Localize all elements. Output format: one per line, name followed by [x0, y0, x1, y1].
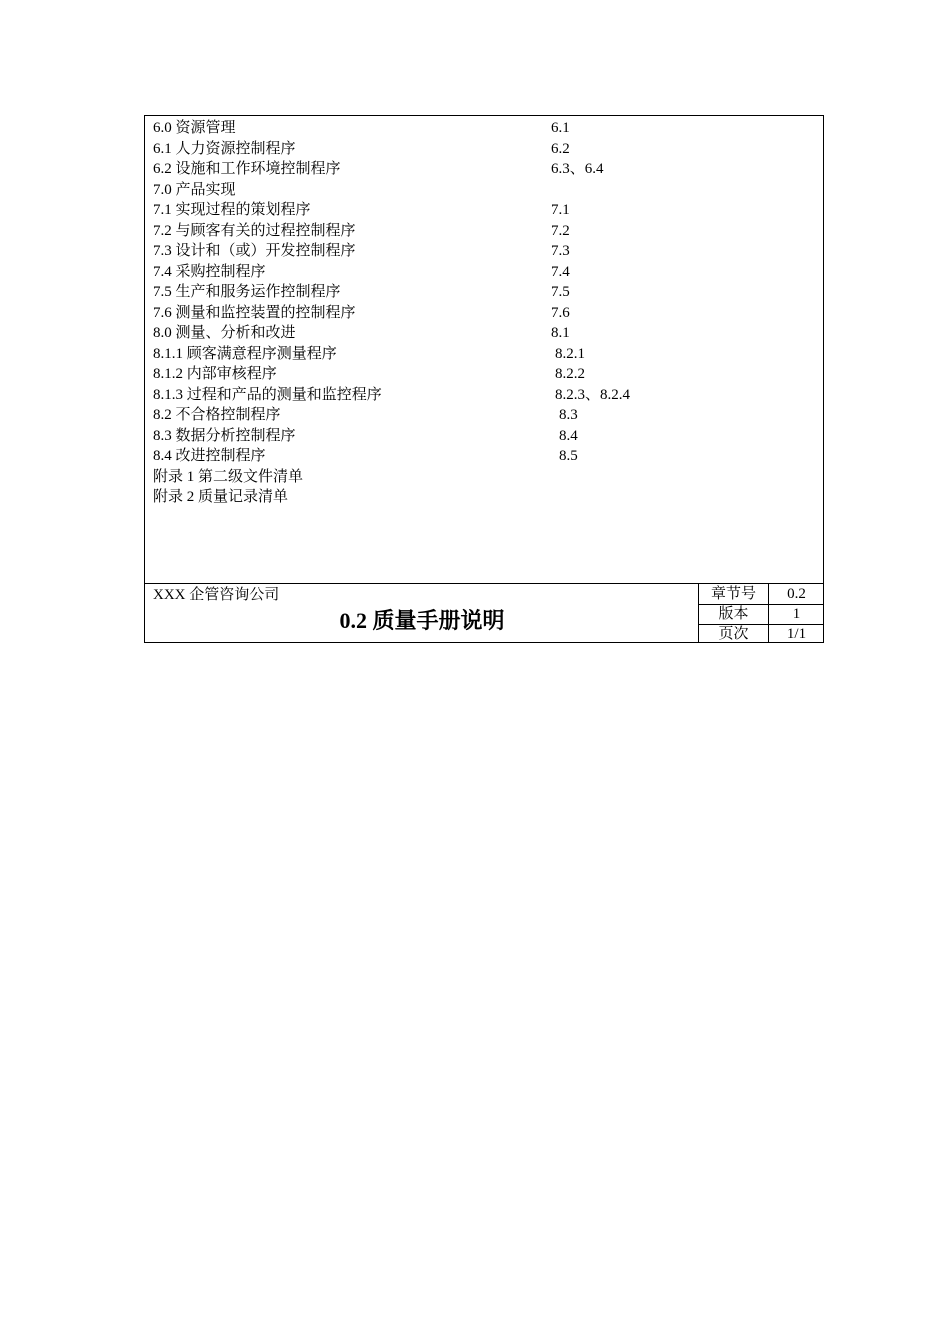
toc-item-title: 7.1 实现过程的策划程序 [153, 202, 311, 218]
meta-row-version [699, 604, 824, 625]
toc-item [153, 221, 823, 242]
toc-item-ref: 8.4 [559, 427, 578, 444]
toc-item-title: 6.2 设施和工作环境控制程序 [153, 161, 341, 177]
toc-item-title: 6.0 资源管理 [153, 120, 236, 136]
toc-item-title: 7.4 采购控制程序 [153, 263, 266, 280]
meta-row-page [699, 624, 824, 643]
toc-item [153, 118, 823, 139]
toc-item [153, 364, 823, 385]
toc-item-ref: 6.3、6.4 [551, 161, 604, 177]
meta-value: 1/1 [786, 626, 807, 642]
toc-item-ref: 7.3 [551, 243, 570, 259]
toc-item-title: 7.3 设计和（或）开发控制程序 [153, 243, 356, 259]
toc-item-title: 7.6 测量和监控装置的控制程序 [153, 304, 356, 321]
toc-item [153, 467, 823, 488]
toc-item-title: 7.2 与顾客有关的过程控制程序 [153, 222, 356, 239]
toc-item-title: 8.0 测量、分析和改进 [153, 325, 296, 341]
toc-item-ref: 7.1 [551, 202, 570, 218]
toc-item-title: 6.1 人力资源控制程序 [153, 140, 296, 157]
toc-item-ref: 7.6 [551, 304, 570, 321]
document-frame [144, 115, 824, 643]
toc-item-ref: 6.2 [551, 140, 570, 157]
toc-item-ref: 7.5 [551, 284, 570, 300]
toc-item-title: 附录 1 第二级文件清单 [153, 468, 304, 485]
toc-item-title: 7.5 生产和服务运作控制程序 [153, 284, 341, 300]
toc-item-title: 8.1.2 内部审核程序 [153, 366, 277, 382]
toc-item [153, 446, 823, 467]
meta-row-section [699, 584, 824, 605]
meta-label: 页次 [699, 624, 769, 643]
toc-item [153, 323, 823, 344]
toc-item [153, 426, 823, 447]
toc-item-title: 附录 2 质量记录清单 [153, 489, 289, 505]
toc-item-ref: 6.1 [551, 120, 570, 136]
meta-value: 1 [792, 606, 801, 622]
toc-item [153, 303, 823, 324]
toc-item [153, 405, 823, 426]
toc-item [153, 262, 823, 283]
toc-item [153, 241, 823, 262]
toc-item-title: 8.1.1 顾客满意程序测量程序 [153, 345, 337, 362]
toc-item-title: 8.4 改进控制程序 [153, 448, 266, 464]
toc-item [153, 139, 823, 160]
meta-label: 章节号 [699, 584, 769, 604]
company-name: XXX 企管咨询公司 [153, 587, 280, 603]
toc-item [153, 487, 823, 508]
toc-item-ref: 7.4 [551, 263, 570, 280]
toc-item-ref: 8.2.1 [555, 345, 585, 362]
toc-item-ref: 8.2.3、8.2.4 [555, 386, 631, 403]
toc-item [153, 200, 823, 221]
toc-item-ref: 7.2 [551, 222, 570, 239]
meta-label: 版本 [699, 604, 769, 624]
meta-value: 0.2 [787, 586, 806, 602]
document-footer [145, 583, 823, 643]
document-meta-table [698, 584, 824, 643]
toc-item [153, 282, 823, 303]
toc-item-ref: 8.2.2 [555, 366, 585, 382]
toc-item [153, 344, 823, 365]
toc-item-ref: 8.3 [559, 407, 578, 423]
toc-item-ref: 8.5 [559, 448, 578, 464]
document-title: 0.2 质量手册说明 [339, 608, 505, 633]
toc-item-title: 7.0 产品实现 [153, 181, 236, 198]
toc-item-title: 8.3 数据分析控制程序 [153, 427, 296, 444]
toc-item-ref: 8.1 [551, 325, 570, 341]
toc-item-title: 8.2 不合格控制程序 [153, 407, 281, 423]
table-of-contents [153, 118, 823, 508]
toc-item [153, 180, 823, 201]
toc-item [153, 385, 823, 406]
toc-item [153, 159, 823, 180]
toc-item-title: 8.1.3 过程和产品的测量和监控程序 [153, 386, 382, 403]
